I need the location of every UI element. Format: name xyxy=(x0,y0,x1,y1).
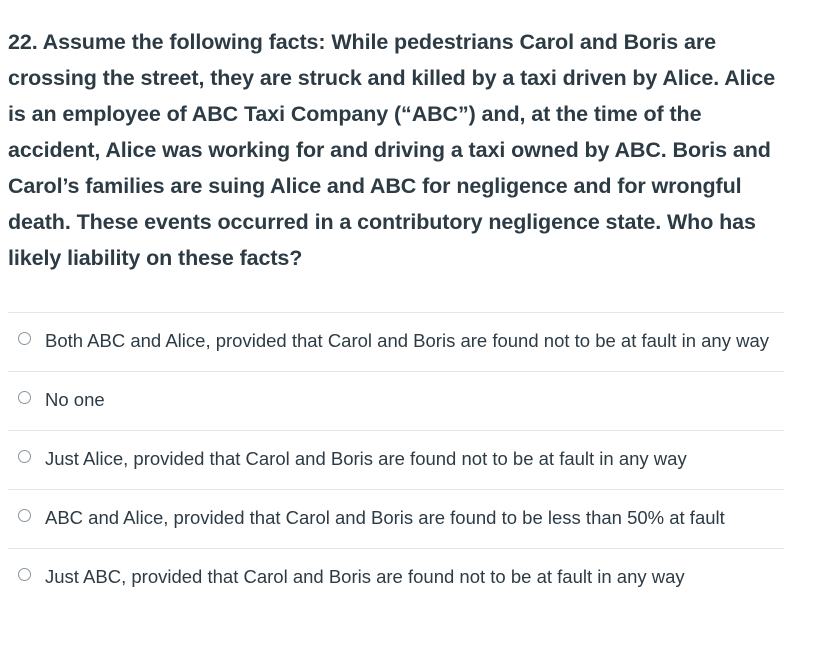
radio-button[interactable] xyxy=(18,509,31,522)
answer-label: No one xyxy=(45,389,105,410)
radio-button[interactable] xyxy=(18,332,31,345)
answer-option-1[interactable] xyxy=(8,312,784,371)
question-text: 22. Assume the following facts: While pedestrians Carol and Boris are crossing the street, they are struck and killed by a taxi driven by Alice. Alice is an employee of ABC Taxi Company (“ABC”) and, at the time of the accident, Alice was working for and driving a taxi owned by ABC. Boris and Carol’s families are suing Alice and ABC for negligence and for wrongful death. These events occurred in a contributory negligence state. Who has likely liability on these facts? xyxy=(8,30,776,270)
answer-option-4[interactable] xyxy=(8,489,784,548)
answer-label: Just Alice, provided that Carol and Boris are found not to be at fault in any way xyxy=(45,448,687,469)
answer-label: Just ABC, provided that Carol and Boris are found not to be at fault in any way xyxy=(45,566,685,587)
radio-button[interactable] xyxy=(18,450,31,463)
answer-option-5[interactable] xyxy=(8,548,784,607)
answer-label: Both ABC and Alice, provided that Carol and Boris are found not to be at fault in any way xyxy=(45,330,770,351)
radio-button[interactable] xyxy=(18,568,31,581)
answer-label: ABC and Alice, provided that Carol and Boris are found to be less than 50% at fault xyxy=(45,507,725,528)
answer-option-3[interactable] xyxy=(8,430,784,489)
radio-button[interactable] xyxy=(18,391,31,404)
answer-option-2[interactable] xyxy=(8,371,784,430)
answer-list xyxy=(8,312,784,607)
